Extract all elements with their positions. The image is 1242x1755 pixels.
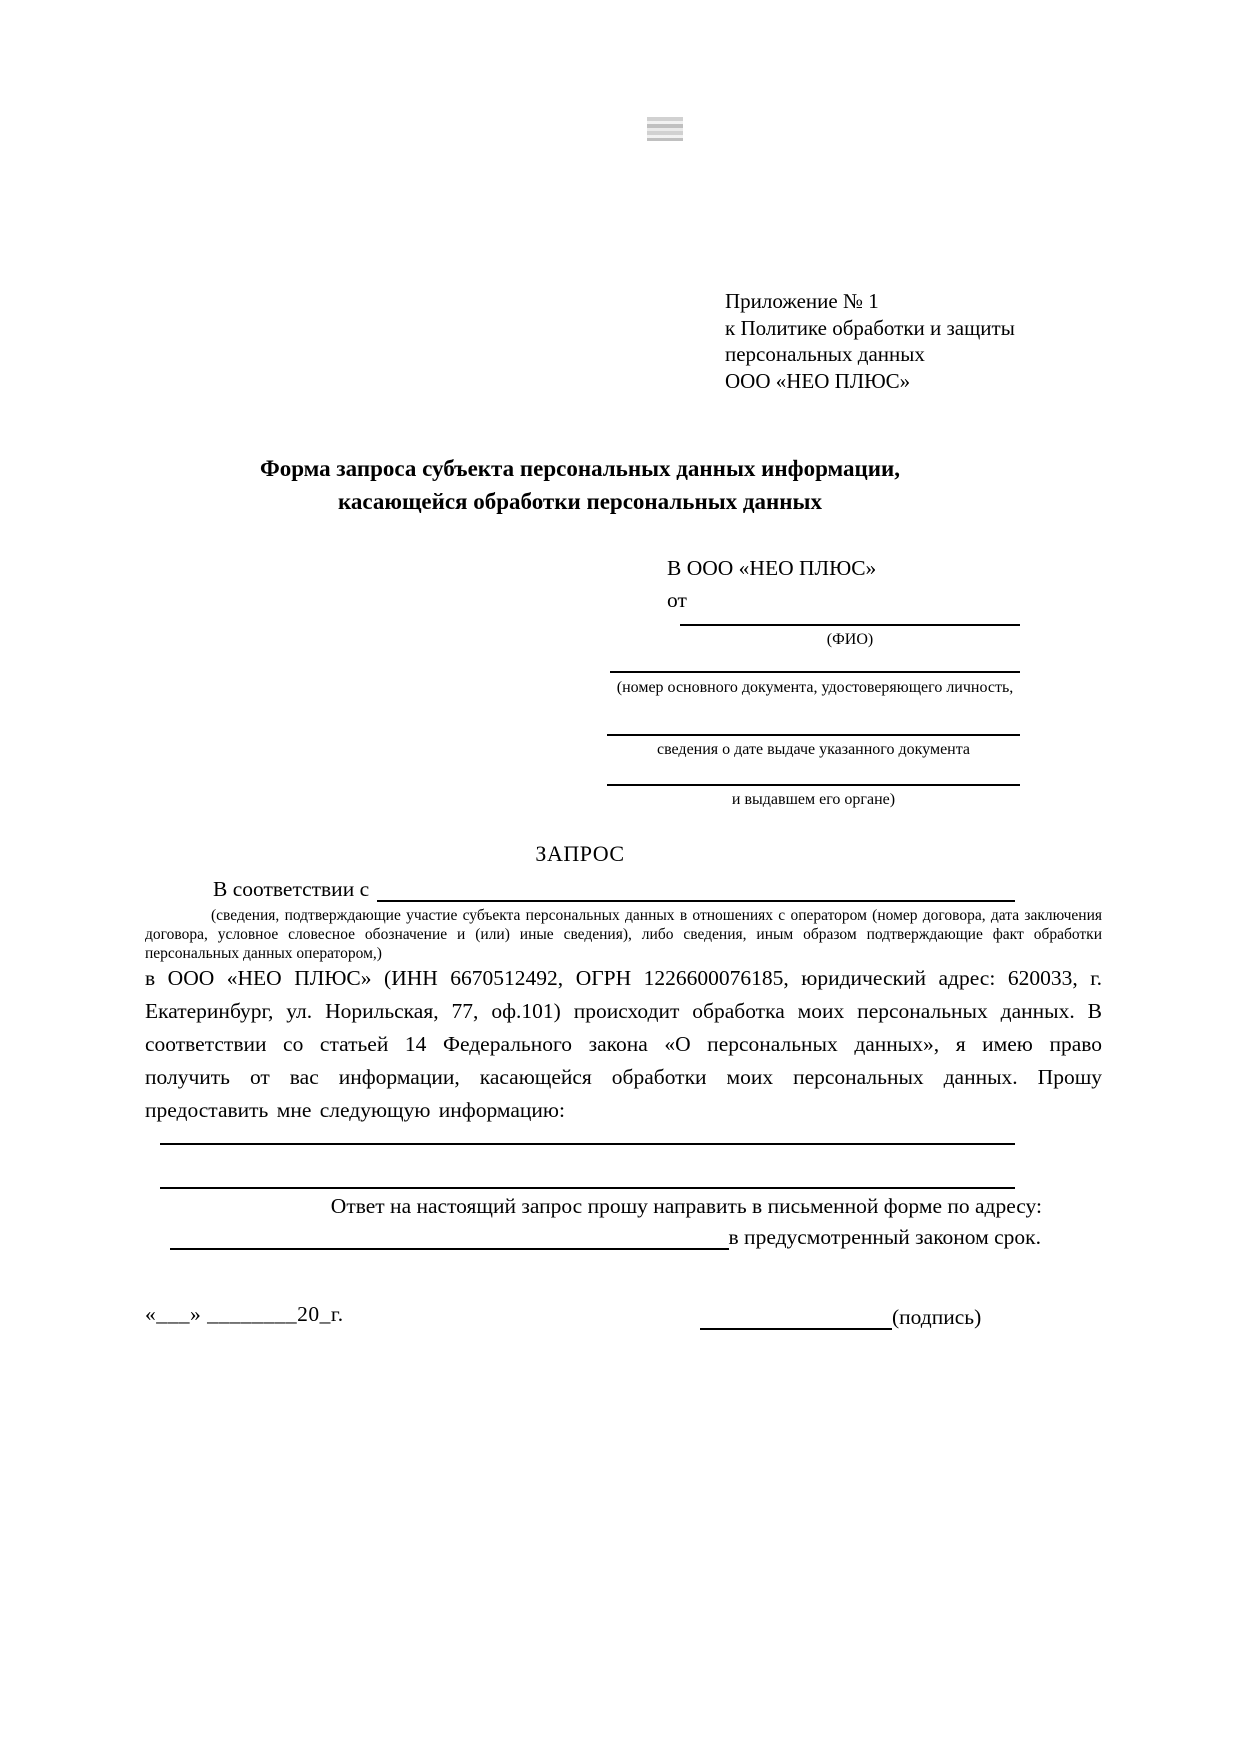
signature-caption: (подпись) bbox=[892, 1305, 982, 1329]
fine-print-note: (сведения, подтверждающие участие субъекта персональных данных в отношениях с оператором (номер договора, дата заключения договора, условное словесное обозначение и (или) иные сведения), либо сведения, иным образом подтверждающие факт обработки персональных данных оператором,) bbox=[145, 907, 1102, 962]
information-blank-line-2 bbox=[160, 1171, 1015, 1189]
address-blank-line bbox=[170, 1222, 729, 1250]
addressee-from-label: от bbox=[667, 588, 687, 612]
addressee-organization: В ООО «НЕО ПЛЮС» bbox=[667, 556, 877, 580]
annex-header bbox=[725, 288, 1015, 394]
information-blank-line-1 bbox=[160, 1127, 1015, 1145]
response-deadline-row bbox=[170, 1222, 1041, 1250]
issue-date-blank-line bbox=[607, 718, 1020, 736]
issuing-authority-caption: и выдавшем его органе) bbox=[731, 791, 896, 808]
issue-date-caption: сведения о дате выдаче указанного документа bbox=[656, 741, 971, 758]
embedded-logo-image bbox=[647, 117, 683, 141]
annex-line-2: к Политике обработки и защиты bbox=[725, 315, 1015, 340]
signature-blank-line bbox=[700, 1302, 892, 1330]
document-number-blank-line bbox=[610, 655, 1020, 673]
accordance-label: В соответствии с bbox=[213, 877, 370, 901]
body-paragraph: в ООО «НЕО ПЛЮС» (ИНН 6670512492, ОГРН 1226600076185, юридический адрес: 620033, г. Екатеринбург, ул. Норильская, 77, оф.101) происходит обработка моих персональных данных. В соответствии со статьей 14 Федерального закона «О персональных данных», я имею право получить от вас информации, касающейся обработки моих персональных данных. Прошу предоставить мне следующую информацию: bbox=[145, 966, 1102, 1122]
fio-caption: (ФИО) bbox=[826, 631, 874, 648]
document-title-line-2: касающейся обработки персональных данных bbox=[337, 489, 823, 514]
issuing-authority-blank-line bbox=[607, 768, 1020, 786]
request-heading: ЗАПРОС bbox=[535, 841, 625, 866]
document-number-caption: (номер основного документа, удостоверяющего личность, bbox=[616, 679, 1014, 696]
accordance-blank-line bbox=[377, 876, 1015, 902]
response-instruction: Ответ на настоящий запрос прошу направить в письменной форме по адресу: bbox=[330, 1194, 1042, 1218]
response-deadline: в предусмотренный законом срок. bbox=[728, 1225, 1041, 1249]
annex-line-1: Приложение № 1 bbox=[725, 289, 879, 313]
document-title bbox=[145, 452, 1015, 518]
accordance-row bbox=[145, 876, 1015, 902]
date-blank-line: «___» ________20_г. bbox=[145, 1302, 344, 1326]
signature-row bbox=[700, 1302, 1000, 1330]
annex-line-3: персональных данных bbox=[725, 342, 925, 366]
document-title-line-1: Форма запроса субъекта персональных данных информации, bbox=[259, 456, 901, 481]
fio-blank-line bbox=[680, 608, 1020, 626]
annex-line-4: ООО «НЕО ПЛЮС» bbox=[725, 368, 911, 393]
